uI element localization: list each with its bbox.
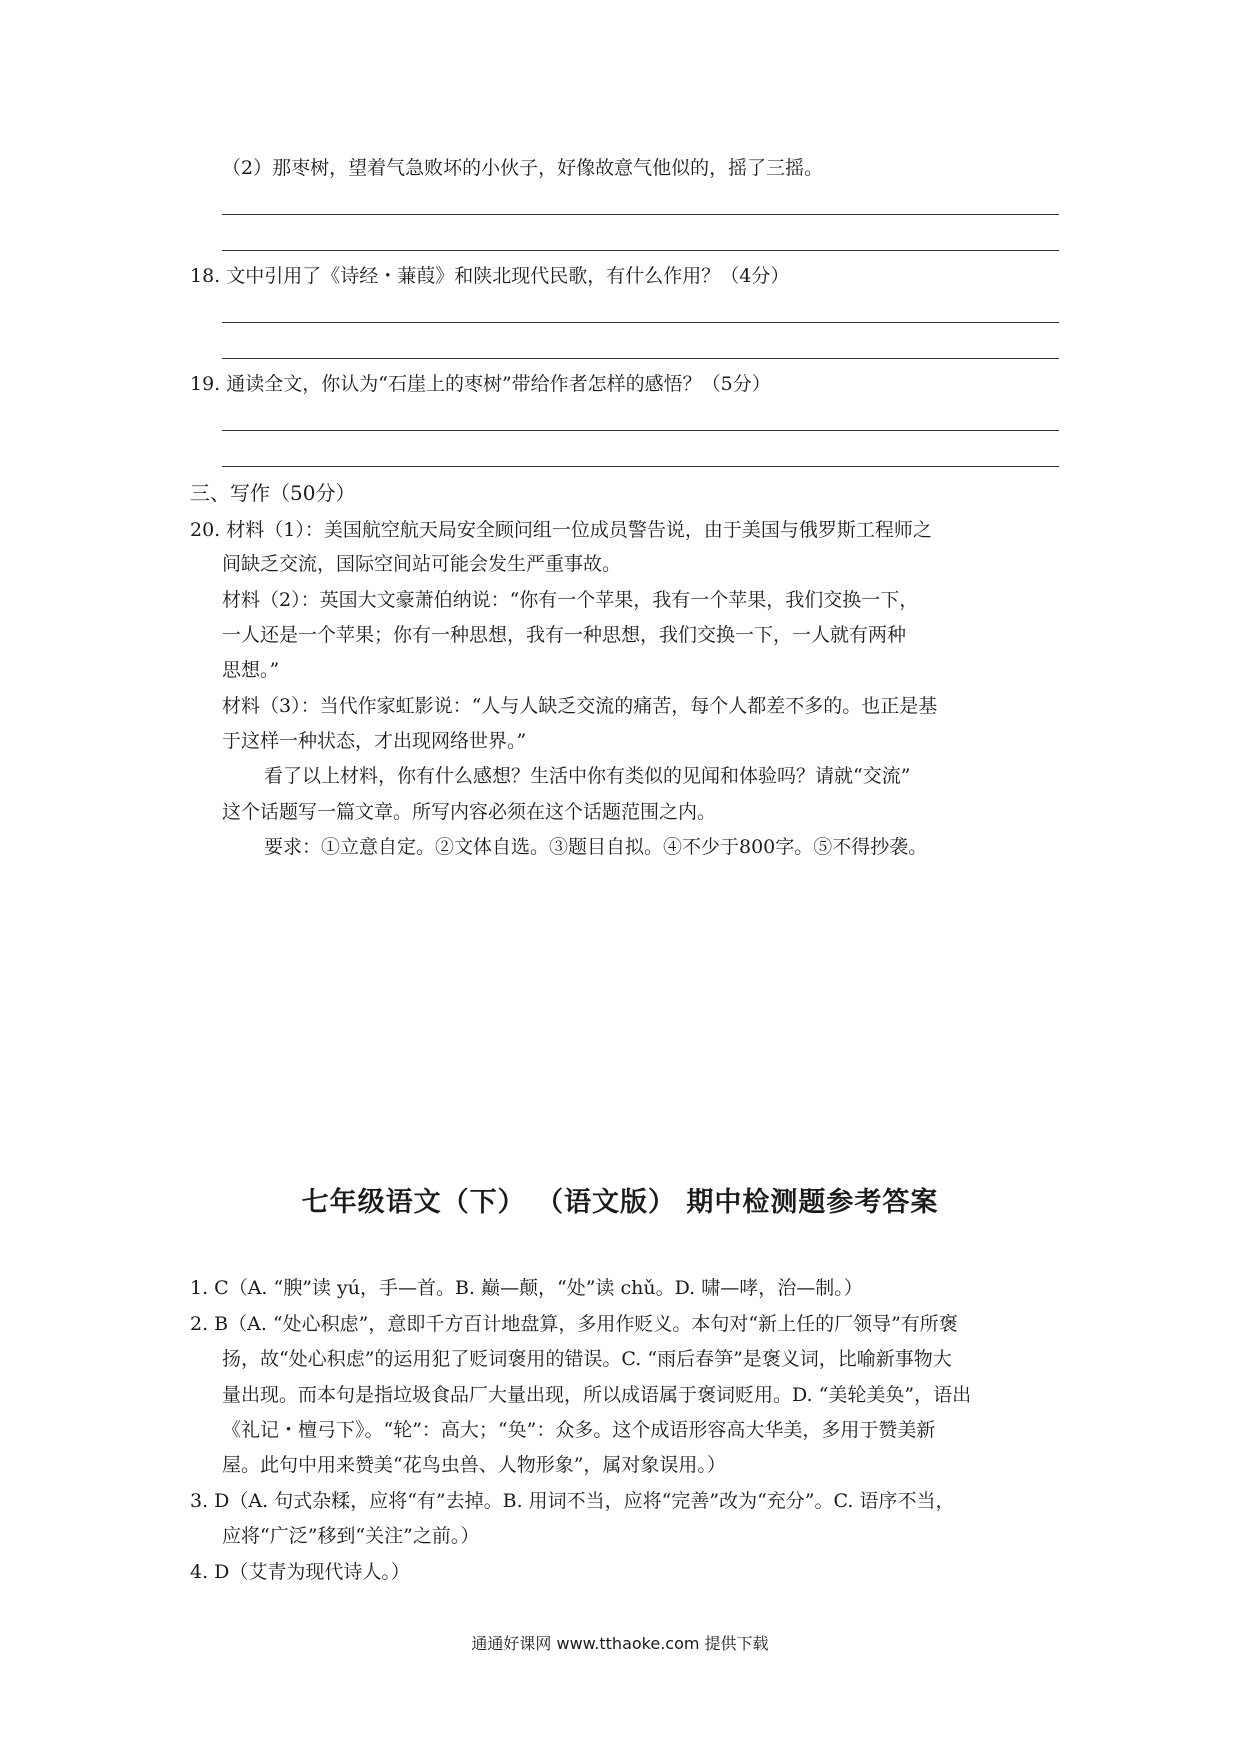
question-18: 18. 文中引用了《诗经・蒹葭》和陕北现代民歌，有什么作用？（4分） [190, 265, 790, 287]
answer-line-text: 扬，故“处心积虑”的运用犯了贬词褒用的错误。C. “雨后春笋”是褒义词，比喻新事物大 [222, 1348, 952, 1370]
answer-key-title: 七年级语文（下） （语文版） 期中检测题参考答案 [301, 1187, 939, 1218]
answer-line-text: 2. B（A. “处心积虑”，意即千方百计地盘算，多用作贬义。本句对“新上任的厂领导”有所褒 [190, 1313, 958, 1335]
answer-line [222, 466, 1059, 467]
answer-line-text: 1. C（A. “腴”读 yú，手—首。B. 巅—颠，“处”读 chǔ。D. 啸—哮，治—制。） [190, 1277, 863, 1299]
answer-line-text: 《礼记・檀弓下》。“轮”：高大；“奂”：众多。这个成语形容高大华美，多用于赞美新 [222, 1419, 936, 1441]
answer-line [222, 250, 1059, 251]
answer-line-text: 3. D（A. 句式杂糅，应将“有”去掉。B. 用词不当，应将“完善”改为“充分”。C. 语序不当， [190, 1490, 955, 1512]
answer-line-text: 4. D（艾青为现代诗人。） [190, 1561, 410, 1583]
footer-credit: 通通好课网 www.tthaoke.com 提供下载 [471, 1634, 769, 1653]
writing-line: 间缺乏交流，国际空间站可能会发生严重事故。 [222, 553, 622, 575]
writing-line: 这个话题写一篇文章。所写内容必须在这个话题范围之内。 [222, 801, 717, 823]
answer-line [222, 358, 1059, 359]
answer-line-text: 量出现。而本句是指垃圾食品厂大量出现，所以成语属于褒词贬用。D. “美轮美奂”，语出 [222, 1384, 972, 1406]
writing-line: 材料（2）：英国大文豪萧伯纳说：“你有一个苹果，我有一个苹果，我们交换一下， [222, 589, 919, 611]
section-title-writing: 三、写作（50分） [190, 481, 356, 505]
answer-line-text: 应将“广泛”移到“关注”之前。） [222, 1525, 480, 1547]
question-19: 19. 通读全文，你认为“石崖上的枣树”带给作者怎样的感悟？（5分） [190, 373, 771, 395]
question-17-2: （2）那枣树，望着气急败坏的小伙子，好像故意气他似的，摇了三摇。 [222, 157, 824, 179]
answer-line [222, 322, 1059, 323]
writing-line: 材料（3）：当代作家虹影说：“人与人缺乏交流的痛苦，每个人都差不多的。也正是基 [222, 695, 938, 717]
answer-line-text: 屋。此句中用来赞美“花鸟虫兽、人物形象”，属对象误用。） [222, 1454, 726, 1476]
writing-line: 看了以上材料，你有什么感想？生活中你有类似的见闻和体验吗？请就“交流” [264, 765, 911, 787]
answer-line [222, 430, 1059, 431]
writing-requirements: 要求：①立意自定。②文体自选。③题目自拟。④不少于800字。⑤不得抄袭。 [264, 836, 928, 858]
writing-line: 思想。” [222, 659, 280, 681]
answer-line [222, 214, 1059, 215]
writing-line: 20. 材料（1）：美国航空航天局安全顾问组一位成员警告说，由于美国与俄罗斯工程师之 [190, 519, 932, 541]
writing-line: 于这样一种状态，才出现网络世界。” [222, 730, 527, 752]
writing-line: 一人还是一个苹果；你有一种思想，我有一种思想，我们交换一下，一人就有两种 [222, 624, 907, 646]
